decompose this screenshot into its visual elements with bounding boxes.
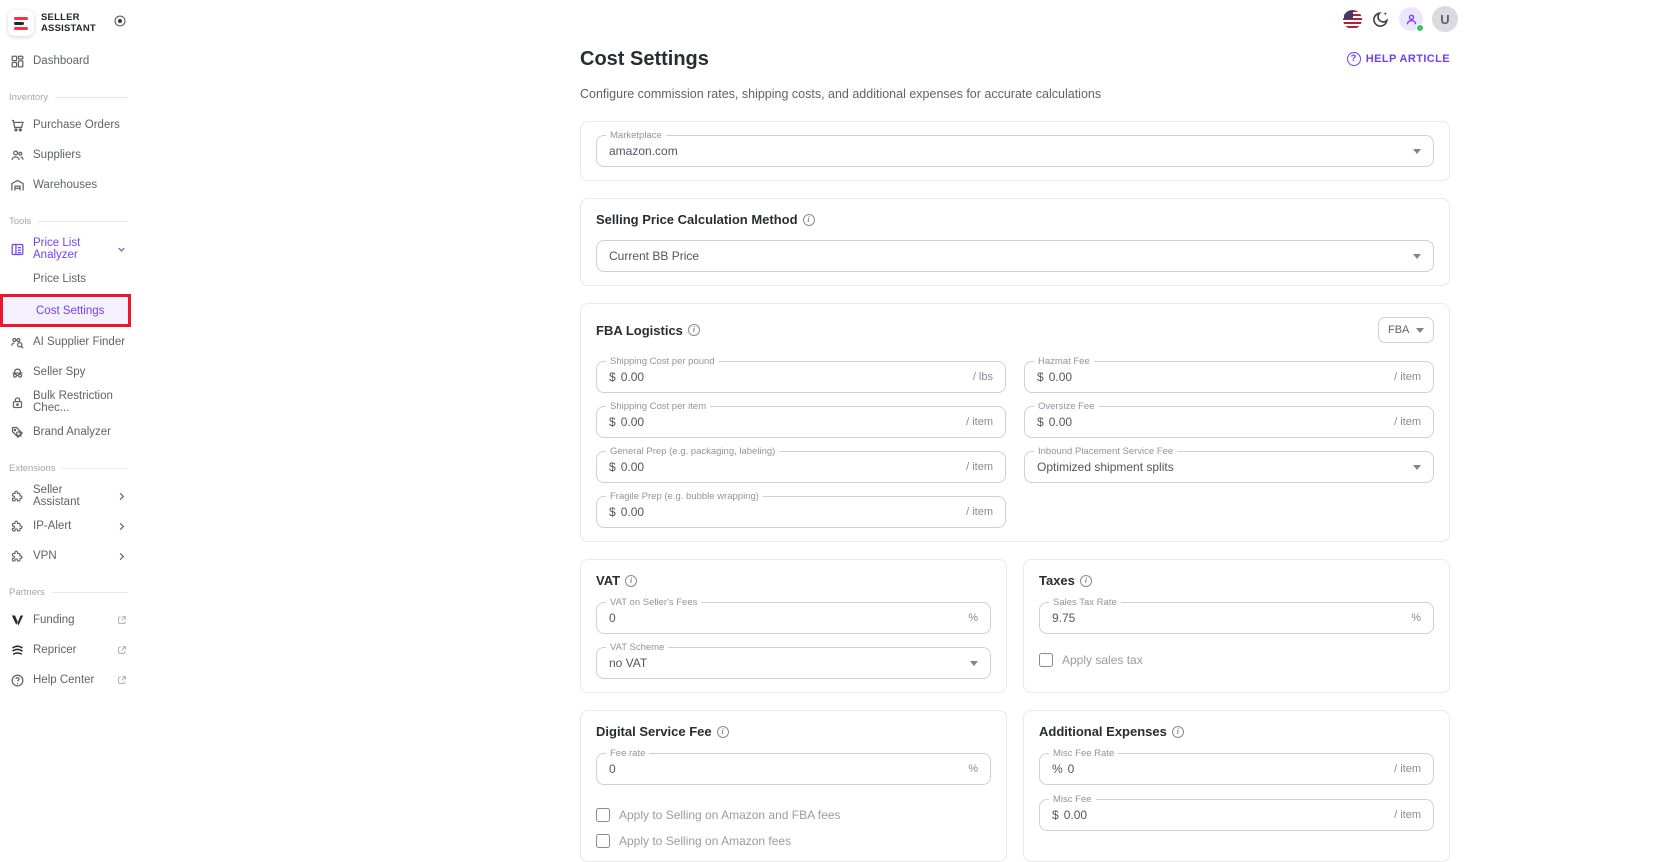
taxes-card [1023,559,1450,693]
sidebar-section-inventory: Inventory [0,84,137,110]
sidebar-section-partners: Partners [0,579,137,605]
warehouse-icon [9,177,25,193]
oversize-fee-field[interactable]: Oversize Fee $ 0.00 / item [1024,406,1434,438]
checkbox-label: Apply to Selling on Amazon fees [619,834,792,848]
dashboard-icon [9,53,25,69]
ai-supplier-finder-icon [9,334,25,350]
page-subtitle: Configure commission rates, shipping costs, and additional expenses for accurate calculations [580,87,1102,101]
chevron-down-icon [116,244,127,255]
marketplace-card [580,121,1450,181]
brand [0,6,137,46]
sidebar-item-label: Warehouses [33,179,98,191]
fba-logistics-heading: FBA Logistics i [596,323,700,338]
digital-service-fee-card [580,710,1007,862]
checkbox-label: Apply to Selling on Amazon and FBA fees [619,808,841,822]
info-icon[interactable]: i [717,726,729,738]
sidebar-item-label: Funding [33,614,75,626]
sidebar-item-label: Dashboard [33,55,90,67]
sidebar-item-label: IP-Alert [33,520,72,532]
sidebar-item-seller-spy[interactable] [0,357,137,387]
sidebar-item-warehouses[interactable] [0,170,137,200]
funding-icon [9,612,25,628]
spy-icon [9,364,25,380]
sidebar-item-ip-alert[interactable] [0,511,137,541]
chevron-down-icon [1413,149,1421,154]
external-link-icon [117,645,127,655]
sidebar-item-label: Price Lists [33,273,87,285]
sidebar-item-label: Price List Analyzer [33,237,81,261]
help-article-link[interactable]: ? HELP ARTICLE [1347,52,1450,66]
checkbox-icon [596,834,610,848]
selling-price-method-card [580,198,1450,286]
vat-heading: VAT i [596,573,991,588]
chevron-down-icon [1416,328,1424,333]
checkbox-icon [1039,653,1053,667]
apply-amazon-fba-fees-checkbox[interactable] [596,808,991,822]
sidebar-item-cost-settings[interactable] [3,297,128,324]
chevron-right-icon [116,551,127,562]
info-icon[interactable]: i [1080,575,1092,587]
brand-analyzer-icon [9,424,25,440]
help-icon [9,672,25,688]
sidebar-section-tools: Tools [0,208,137,234]
suppliers-icon [9,147,25,163]
sidebar-item-dashboard[interactable] [0,46,137,76]
main-content [580,0,1450,862]
apply-amazon-fees-checkbox[interactable] [596,834,991,848]
sidebar-item-purchase-orders[interactable] [0,110,137,140]
misc-fee-field[interactable]: Misc Fee $ 0.00 / item [1039,799,1434,831]
chevron-right-icon [116,521,127,532]
sidebar-item-help-center[interactable] [0,665,137,695]
price-list-analyzer-icon [9,241,25,257]
sidebar-item-label: Help Center [33,674,95,686]
page-head [580,0,1450,101]
sidebar [0,0,137,843]
sidebar-item-bulk-restriction-checker[interactable] [0,387,137,417]
additional-expenses-heading: Additional Expenses i [1039,724,1434,739]
shipping-cost-per-item-field[interactable]: Shipping Cost per item $ 0.00 / item [596,406,1006,438]
external-link-icon [117,615,127,625]
selling-price-method-select[interactable]: Current BB Price [596,240,1434,272]
hazmat-fee-field[interactable]: Hazmat Fee $ 0.00 / item [1024,361,1434,393]
sales-tax-rate-field[interactable]: Sales Tax Rate 9.75 % [1039,602,1434,634]
additional-expenses-card [1023,710,1450,862]
puzzle-icon [9,548,25,564]
info-icon[interactable]: i [625,575,637,587]
sidebar-item-brand-analyzer[interactable] [0,417,137,447]
sidebar-item-repricer[interactable] [0,635,137,665]
sidebar-item-price-list-analyzer[interactable] [0,234,137,264]
sidebar-item-seller-assistant-extension[interactable] [0,481,137,511]
sidebar-item-label: Purchase Orders [33,119,120,131]
shipping-cost-per-pound-field[interactable]: Shipping Cost per pound $ 0.00 / lbs [596,361,1006,393]
user-avatar[interactable]: U [1432,6,1458,32]
fee-rate-field[interactable]: Fee rate 0 % [596,753,991,785]
sidebar-item-label: Cost Settings [36,304,105,317]
repricer-icon [9,642,25,658]
chevron-down-icon [1413,254,1421,259]
sidebar-item-vpn[interactable] [0,541,137,571]
sidebar-item-label: AI Supplier Finder [33,336,126,348]
checkbox-label: Apply sales tax [1062,653,1143,667]
fragile-prep-field[interactable]: Fragile Prep (e.g. bubble wrapping) $ 0.00 / item [596,496,1006,528]
question-circle-icon: ? [1347,52,1361,66]
chevron-down-icon [1413,465,1421,470]
inbound-placement-service-fee-select[interactable]: Inbound Placement Service Fee Optimized shipment splits [1024,451,1434,483]
seller-assistant-logo-icon [8,10,34,36]
sidebar-item-label: Bulk Restriction Chec... [33,390,113,414]
taxes-heading: Taxes i [1039,573,1434,588]
sidebar-item-label: Seller Assistant [33,484,80,508]
sidebar-item-price-lists[interactable] [0,264,137,294]
selling-price-method-heading: Selling Price Calculation Method i [596,212,1434,227]
fba-logistics-card [580,303,1450,542]
annotation-highlight-box [0,294,131,327]
vat-scheme-select[interactable]: VAT Scheme no VAT [596,647,991,679]
puzzle-icon [9,488,25,504]
sidebar-item-label: Brand Analyzer [33,426,111,438]
external-link-icon [117,675,127,685]
lock-icon [9,394,25,410]
fulfillment-mode-select[interactable]: FBA [1378,317,1434,343]
apply-sales-tax-checkbox[interactable] [1039,653,1434,667]
marketplace-select[interactable]: Marketplace amazon.com [596,135,1434,167]
info-icon[interactable]: i [688,324,700,336]
sidebar-item-label: Suppliers [33,149,81,161]
brand-name: SELLER ASSISTANT [41,12,96,34]
sidebar-section-extensions: Extensions [0,455,137,481]
sidebar-item-label: Repricer [33,644,77,656]
digital-service-fee-heading: Digital Service Fee i [596,724,991,739]
info-icon[interactable]: i [803,214,815,226]
info-icon[interactable]: i [1172,726,1184,738]
sidebar-item-funding[interactable] [0,605,137,635]
sidebar-item-ai-supplier-finder[interactable] [0,327,137,357]
vat-card [580,559,1007,693]
chevron-right-icon [116,491,127,502]
chevron-down-icon [970,661,978,666]
page-title: Cost Settings [580,48,709,70]
sidebar-item-suppliers[interactable] [0,140,137,170]
general-prep-field[interactable]: General Prep (e.g. packaging, labeling) $ 0.00 / item [596,451,1006,483]
sidebar-item-label: VPN [33,550,57,562]
vat-on-sellers-fees-field[interactable]: VAT on Seller's Fees 0 % [596,602,991,634]
puzzle-icon [9,518,25,534]
sidebar-item-label: Seller Spy [33,366,86,378]
cart-icon [9,117,25,133]
misc-fee-rate-field[interactable]: Misc Fee Rate % 0 / item [1039,753,1434,785]
checkbox-icon [596,808,610,822]
sidebar-collapse-icon[interactable] [113,14,127,33]
